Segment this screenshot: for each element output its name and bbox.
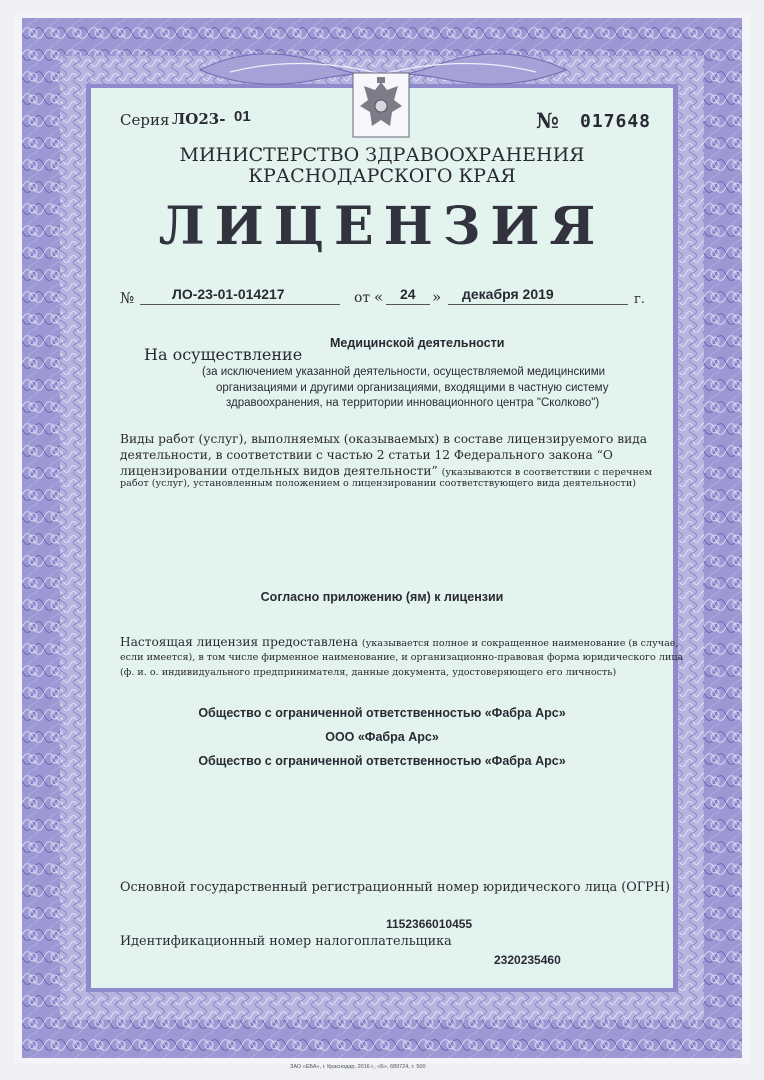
- works-line-3-note: (указываются в соответствии с перечнем: [441, 467, 653, 478]
- inn-value: 2320235460: [494, 953, 561, 967]
- series-label: Серия: [120, 111, 170, 129]
- organization-full-name: Общество с ограниченной ответственностью «Фабра Арс»: [198, 706, 566, 720]
- granted-line-1-note: (указывается полное и сокращенное наименование (в случае,: [361, 638, 679, 649]
- license-month-year: декабря 2019: [462, 286, 554, 302]
- activity-note-line-2: организациями и другими организациями, входящими в частную систему: [216, 382, 609, 394]
- from-label: от: [354, 290, 371, 306]
- series-number: 01: [234, 108, 251, 125]
- organization-brand-name: Общество с ограниченной ответственностью «Фабра Арс»: [198, 754, 566, 768]
- activity-note-line-1: (за исключением указанной деятельности, осуществляемой медицинскими: [202, 366, 606, 378]
- issuer-line-2: КРАСНОДАРСКОГО КРАЯ: [248, 165, 516, 187]
- printer-imprint: ЗАО «ЕБА», г. Краснодар, 2016 г., «Б», 689724, т. 500: [290, 1064, 426, 1070]
- license-blank-number: 017648: [580, 111, 652, 132]
- license-day: 24: [400, 286, 416, 302]
- organization-short-name: ООО «Фабра Арс»: [325, 730, 439, 744]
- series-value: ЛО23-: [172, 110, 226, 128]
- open-quote: «: [374, 288, 384, 306]
- year-suffix: г.: [634, 292, 645, 307]
- month-underline: [448, 304, 628, 305]
- issuer-line-1: МИНИСТЕРСТВО ЗДРАВООХРАНЕНИЯ: [179, 144, 585, 166]
- document-title: ЛИЦЕНЗИЯ: [158, 196, 606, 257]
- day-underline: [386, 304, 430, 305]
- ogrn-label: Основной государственный регистрационный номер юридического лица (ОГРН): [120, 880, 670, 895]
- license-number-sign: №: [120, 289, 135, 307]
- number-sign: №: [536, 108, 559, 133]
- ogrn-value: 1152366010455: [386, 917, 473, 931]
- activity-label: На осуществление: [144, 345, 303, 364]
- works-line-3: [120, 464, 652, 478]
- granted-line-1-main: Настоящая лицензия предоставлена: [120, 635, 359, 649]
- works-line-1: Виды работ (услуг), выполняемых (оказываемых) в составе лицензируемого вида: [120, 432, 647, 446]
- granted-line-3-note: (ф. и. о. индивидуального предпринимателя, данные документа, удостоверяющего его личность): [120, 667, 617, 678]
- works-line-4-note: работ (услуг), установленным положением о лицензировании соответствующего вида деятельности): [120, 478, 636, 489]
- works-value: Согласно приложению (ям) к лицензии: [260, 590, 504, 604]
- license-number: ЛО-23-01-014217: [172, 286, 285, 302]
- granted-line-2-note: если имеется), в том числе фирменное наименование, и организационно-правовая форма юридического лица: [120, 652, 684, 663]
- granted-line-1: [120, 635, 679, 649]
- works-line-3-main: лицензировании отдельных видов деятельности”: [120, 464, 438, 478]
- inn-label: Идентификационный номер налогоплательщика: [120, 934, 452, 949]
- close-quote: »: [432, 288, 442, 306]
- activity-note-line-3: здравоохранения, на территории инновационного центра "Сколково"): [226, 397, 600, 409]
- coat-of-arms-icon: [352, 72, 410, 138]
- activity-value: Медицинской деятельности: [330, 336, 505, 350]
- works-line-2: деятельности, в соответствии с частью 2 статьи 12 Федерального закона “О: [120, 448, 613, 462]
- license-number-underline: [140, 304, 340, 305]
